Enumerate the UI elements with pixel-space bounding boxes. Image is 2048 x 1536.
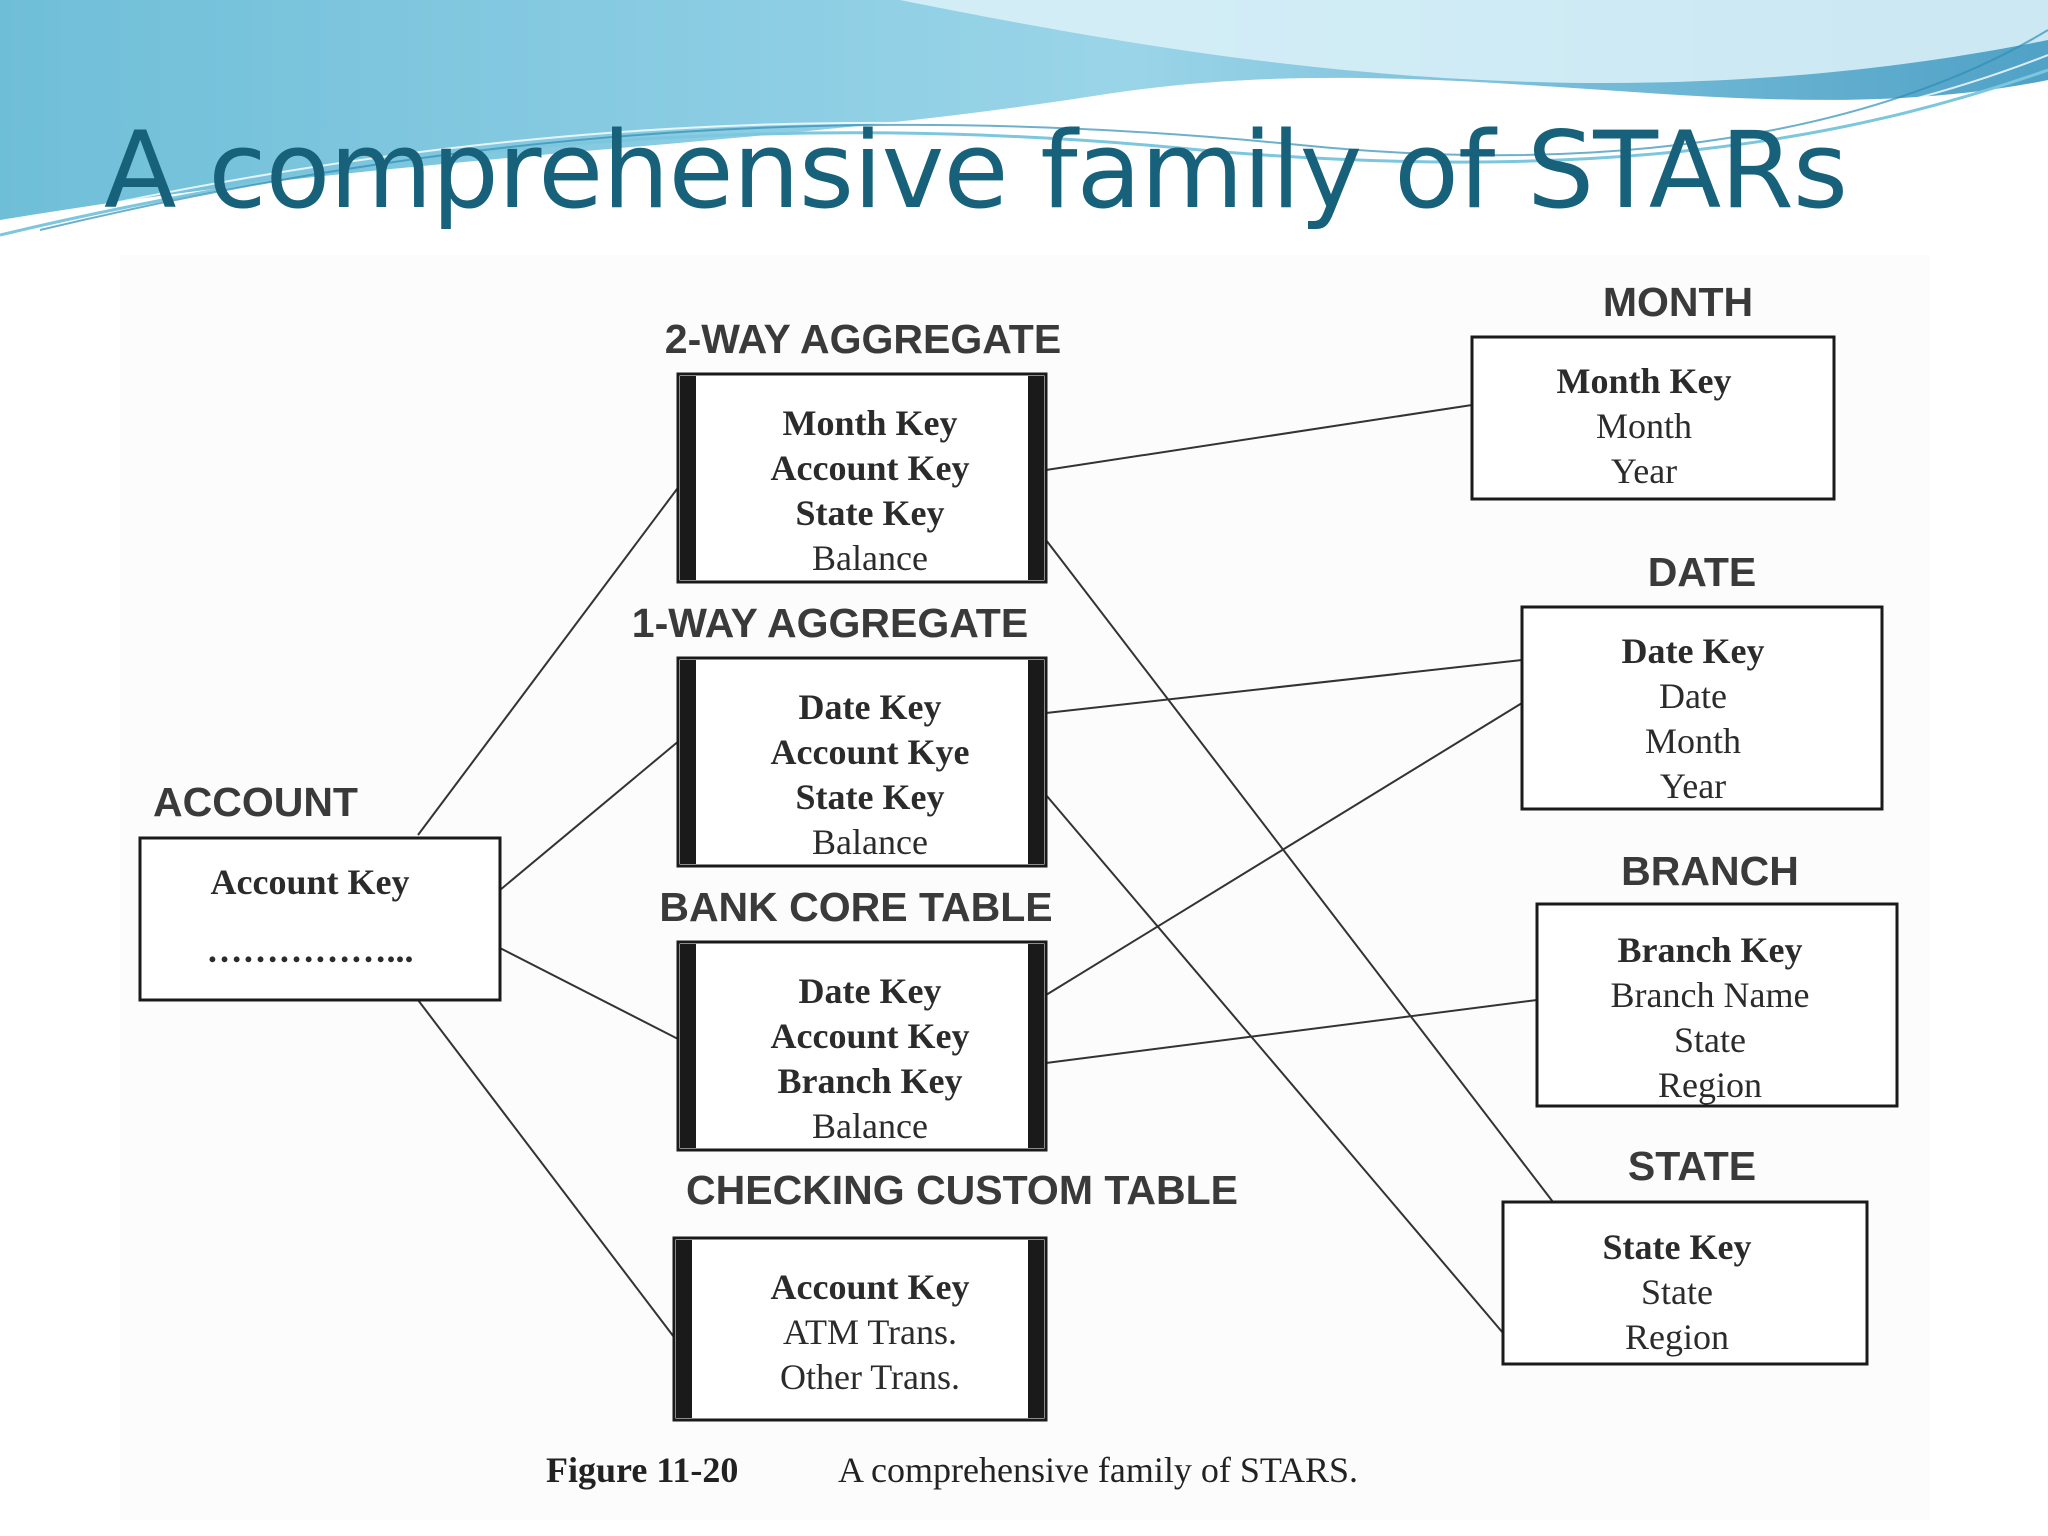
field: Year <box>1610 451 1678 491</box>
table-month <box>1472 279 1834 499</box>
field: Account Kye <box>770 732 970 772</box>
slide-title: A comprehensive family of STARs <box>104 109 1848 232</box>
field: Branch Name <box>1610 975 1810 1015</box>
connector-agg1-date <box>1046 660 1522 713</box>
field: Account Key <box>770 448 970 488</box>
field: Branch Key <box>1617 930 1803 970</box>
connector-account-agg2 <box>418 485 680 835</box>
field: Account Key <box>770 1016 970 1056</box>
caption-figure-number: Figure 11-20 <box>546 1450 739 1490</box>
table-1-way-aggregate <box>632 600 1046 866</box>
table-label: ACCOUNT <box>153 779 358 825</box>
field-account-key: Account Key <box>210 862 410 902</box>
field: Branch Key <box>777 1061 963 1101</box>
field: Date Key <box>798 971 942 1011</box>
connector-agg2-month <box>1046 405 1472 470</box>
connector-account-agg1 <box>500 740 680 890</box>
field: Date Key <box>798 687 942 727</box>
connector-core-branch <box>1046 1000 1537 1063</box>
field: Month <box>1595 406 1693 446</box>
connector-account-checking <box>418 1000 680 1345</box>
field: ATM Trans. <box>782 1312 958 1352</box>
field: Account Key <box>770 1267 970 1307</box>
caption-text: A comprehensive family of STARS. <box>838 1450 1359 1490</box>
field: State <box>1674 1020 1746 1060</box>
connector-agg1-state <box>1046 795 1503 1333</box>
table-label: BRANCH <box>1621 848 1799 894</box>
table-date <box>1522 549 1882 809</box>
table-label: STATE <box>1627 1143 1757 1189</box>
field: Balance <box>812 538 928 578</box>
field: Balance <box>812 1106 928 1146</box>
table-2-way-aggregate <box>665 316 1061 582</box>
field: State Key <box>795 493 945 533</box>
table-label: BANK CORE TABLE <box>659 884 1053 930</box>
connector-core-date <box>1046 703 1522 995</box>
table-label: CHECKING CUSTOM TABLE <box>686 1167 1238 1213</box>
figure-caption <box>546 1450 1358 1490</box>
table-label: MONTH <box>1602 279 1754 325</box>
field: Month <box>1644 721 1742 761</box>
table-branch <box>1537 848 1897 1106</box>
field: Region <box>1658 1065 1762 1105</box>
connector-account-core <box>500 948 680 1040</box>
table-label: DATE <box>1647 549 1757 595</box>
field: Month Key <box>782 403 958 443</box>
field: Balance <box>812 822 928 862</box>
field: State Key <box>795 777 945 817</box>
field-ellipsis: ……………... <box>206 930 414 970</box>
field: Date Key <box>1621 631 1765 671</box>
table-label: 2-WAY AGGREGATE <box>664 316 1062 362</box>
field: Year <box>1659 766 1727 806</box>
table-account <box>140 779 500 1000</box>
field: State <box>1641 1272 1713 1312</box>
field: Other Trans. <box>779 1357 961 1397</box>
table-checking-custom <box>674 1167 1238 1420</box>
connector-agg2-state <box>1046 540 1553 1202</box>
field: Month Key <box>1556 361 1732 401</box>
field: Region <box>1625 1317 1729 1357</box>
table-label: 1-WAY AGGREGATE <box>631 600 1029 646</box>
field: Date <box>1659 676 1727 716</box>
field: State Key <box>1602 1227 1752 1267</box>
table-state <box>1503 1143 1867 1364</box>
table-bank-core <box>659 884 1052 1150</box>
